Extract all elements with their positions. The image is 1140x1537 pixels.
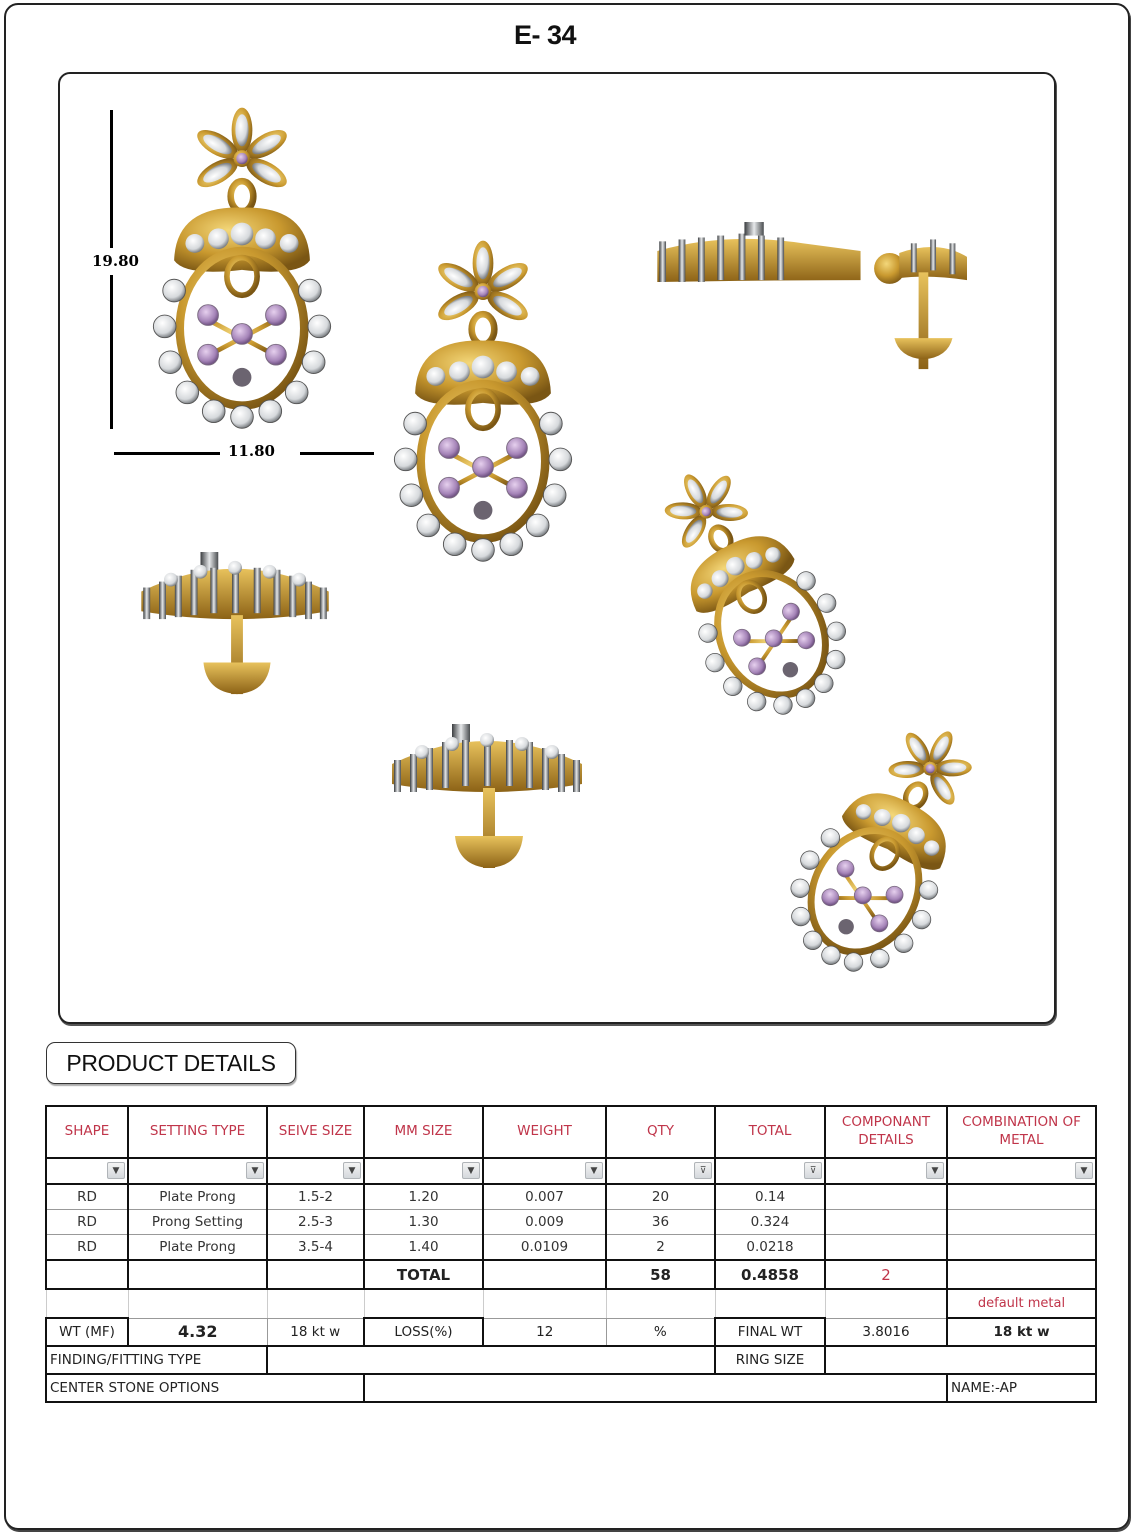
header-weight: WEIGHT xyxy=(483,1106,606,1158)
header-combination-of-metal: COMBINATION OF METAL xyxy=(947,1106,1096,1158)
cell-total: 0.324 xyxy=(715,1210,825,1235)
finding-row xyxy=(46,1346,1096,1374)
cell-setting: Plate Prong xyxy=(128,1184,267,1210)
totals-row xyxy=(46,1260,1096,1289)
loss-unit: % xyxy=(606,1318,715,1346)
total-label: TOTAL xyxy=(364,1260,483,1289)
cell-componant xyxy=(825,1184,947,1210)
total-componant: 2 xyxy=(825,1260,947,1289)
center-stone-row xyxy=(46,1374,1096,1402)
cell-total: 0.14 xyxy=(715,1184,825,1210)
wt-mf-label: WT (MF) xyxy=(46,1318,128,1346)
total-qty: 58 xyxy=(606,1260,715,1289)
product-details-heading: PRODUCT DETAILS xyxy=(46,1042,296,1084)
wt-mf-value: 4.32 xyxy=(128,1318,267,1346)
product-details-table xyxy=(45,1105,1097,1403)
shape-filter-dropdown-icon[interactable]: ▼ xyxy=(107,1162,125,1179)
cell-componant xyxy=(825,1235,947,1261)
table-row xyxy=(46,1184,1096,1210)
earring-angled-lower-image xyxy=(766,712,1011,982)
setting-type-filter-dropdown-icon[interactable]: ▼ xyxy=(246,1162,264,1179)
wt-metal: 18 kt w xyxy=(267,1318,364,1346)
width-dimension-line-left xyxy=(114,452,220,455)
filter-row xyxy=(46,1158,1096,1184)
metal-filter-dropdown-icon[interactable]: ▼ xyxy=(1075,1162,1093,1179)
earring-side-image xyxy=(652,222,982,372)
cell-setting: Prong Setting xyxy=(128,1210,267,1235)
final-wt-label: FINAL WT xyxy=(715,1318,825,1346)
table-row xyxy=(46,1235,1096,1261)
default-metal-label: default metal xyxy=(947,1289,1096,1318)
cell-qty: 20 xyxy=(606,1184,715,1210)
header-row xyxy=(46,1106,1096,1158)
header-seive-size: SEIVE SIZE xyxy=(267,1106,364,1158)
cell-mm: 1.40 xyxy=(364,1235,483,1261)
finding-label: FINDING/FITTING TYPE xyxy=(46,1346,267,1374)
cell-shape: RD xyxy=(46,1235,128,1261)
earring-top-left-image xyxy=(140,552,335,700)
loss-value: 12 xyxy=(483,1318,606,1346)
cell-setting: Plate Prong xyxy=(128,1235,267,1261)
earring-top-center-image xyxy=(392,724,587,874)
cell-qty: 36 xyxy=(606,1210,715,1235)
center-stone-value xyxy=(364,1374,947,1402)
finding-value xyxy=(267,1346,715,1374)
cell-shape: RD xyxy=(46,1184,128,1210)
cell-seive: 2.5-3 xyxy=(267,1210,364,1235)
cell-metal xyxy=(947,1235,1096,1261)
weight-summary-row xyxy=(46,1318,1096,1346)
total-filter-active-icon[interactable]: ⊽ xyxy=(804,1162,822,1179)
cell-total: 0.0218 xyxy=(715,1235,825,1261)
height-dimension-line-bottom xyxy=(110,275,113,429)
earring-front-dimensioned-image xyxy=(142,102,342,432)
height-dimension-label: 19.80 xyxy=(92,252,139,270)
ring-size-label: RING SIZE xyxy=(715,1346,825,1374)
cell-weight: 0.0109 xyxy=(483,1235,606,1261)
earring-front-image xyxy=(383,235,583,565)
header-total: TOTAL xyxy=(715,1106,825,1158)
center-stone-label: CENTER STONE OPTIONS xyxy=(46,1374,364,1402)
header-setting-type: SETTING TYPE xyxy=(128,1106,267,1158)
loss-label: LOSS(%) xyxy=(364,1318,483,1346)
cell-shape: RD xyxy=(46,1210,128,1235)
metal-default-row xyxy=(46,1289,1096,1318)
final-wt-value: 3.8016 xyxy=(825,1318,947,1346)
seive-size-filter-dropdown-icon[interactable]: ▼ xyxy=(343,1162,361,1179)
designer-name: NAME:-AP xyxy=(947,1374,1096,1402)
cell-seive: 3.5-4 xyxy=(267,1235,364,1261)
header-componant-details: COMPONANT DETAILS xyxy=(825,1106,947,1158)
cell-metal xyxy=(947,1184,1096,1210)
ring-size-value xyxy=(825,1346,1096,1374)
design-code-title: E- 34 xyxy=(513,20,577,50)
cell-mm: 1.20 xyxy=(364,1184,483,1210)
total-weight: 0.4858 xyxy=(715,1260,825,1289)
width-dimension-label: 11.80 xyxy=(228,442,275,460)
cell-mm: 1.30 xyxy=(364,1210,483,1235)
final-metal: 18 kt w xyxy=(947,1318,1096,1346)
qty-filter-active-icon[interactable]: ⊽ xyxy=(694,1162,712,1179)
height-dimension-line-top xyxy=(110,110,113,248)
cell-weight: 0.007 xyxy=(483,1184,606,1210)
mm-size-filter-dropdown-icon[interactable]: ▼ xyxy=(462,1162,480,1179)
header-mm-size: MM SIZE xyxy=(364,1106,483,1158)
earring-angled-upper-image xyxy=(628,455,868,725)
cell-weight: 0.009 xyxy=(483,1210,606,1235)
header-qty: QTY xyxy=(606,1106,715,1158)
width-dimension-line-right xyxy=(300,452,374,455)
cell-metal xyxy=(947,1210,1096,1235)
header-shape: SHAPE xyxy=(46,1106,128,1158)
cell-componant xyxy=(825,1210,947,1235)
componant-filter-dropdown-icon[interactable]: ▼ xyxy=(926,1162,944,1179)
weight-filter-dropdown-icon[interactable]: ▼ xyxy=(585,1162,603,1179)
cell-qty: 2 xyxy=(606,1235,715,1261)
cell-seive: 1.5-2 xyxy=(267,1184,364,1210)
table-row xyxy=(46,1210,1096,1235)
